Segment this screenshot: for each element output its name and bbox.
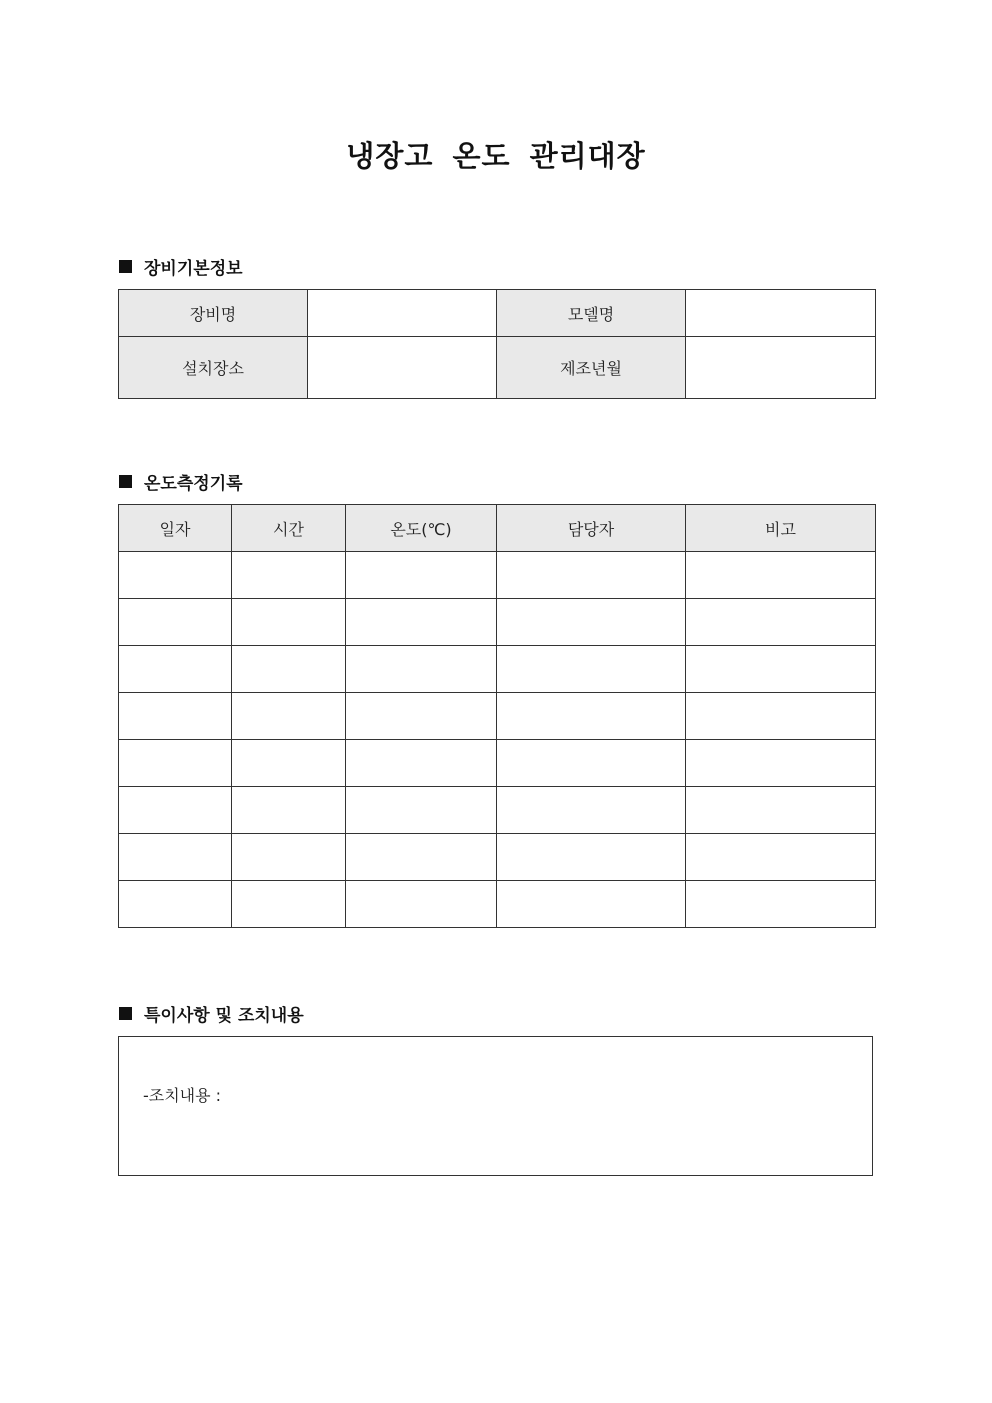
manager-cell[interactable] <box>497 599 686 646</box>
temperature-cell[interactable] <box>346 646 497 693</box>
install-location-label: 설치장소 <box>119 337 308 399</box>
square-bullet-icon <box>119 475 132 488</box>
equipment-info-heading-text: 장비기본정보 <box>144 259 243 279</box>
time-cell[interactable] <box>232 599 346 646</box>
square-bullet-icon <box>119 260 132 273</box>
temperature-record-heading <box>119 469 243 494</box>
date-cell[interactable] <box>119 552 232 599</box>
temperature-cell[interactable] <box>346 881 497 928</box>
equipment-info-heading <box>119 254 243 279</box>
manager-cell[interactable] <box>497 834 686 881</box>
time-cell[interactable] <box>232 646 346 693</box>
temperature-cell[interactable] <box>346 599 497 646</box>
manufacture-date-label: 제조년월 <box>497 337 686 399</box>
manufacture-date-field[interactable] <box>686 337 876 399</box>
column-header-time: 시간 <box>232 505 346 552</box>
date-cell[interactable] <box>119 881 232 928</box>
remarks-cell[interactable] <box>686 740 876 787</box>
column-header-temperature: 온도(℃) <box>346 505 497 552</box>
remarks-cell[interactable] <box>686 552 876 599</box>
column-header-date: 일자 <box>119 505 232 552</box>
model-name-label: 모델명 <box>497 290 686 337</box>
time-cell[interactable] <box>232 693 346 740</box>
temperature-cell[interactable] <box>346 693 497 740</box>
table-row <box>119 552 876 599</box>
temperature-cell[interactable] <box>346 552 497 599</box>
notes-heading-text: 특이사항 및 조치내용 <box>144 1006 304 1026</box>
remarks-cell[interactable] <box>686 646 876 693</box>
square-bullet-icon <box>119 1007 132 1020</box>
date-cell[interactable] <box>119 787 232 834</box>
remarks-cell[interactable] <box>686 834 876 881</box>
table-row <box>119 740 876 787</box>
date-cell[interactable] <box>119 834 232 881</box>
equipment-info-table <box>118 289 876 399</box>
date-cell[interactable] <box>119 740 232 787</box>
notes-heading <box>119 1001 304 1026</box>
temperature-cell[interactable] <box>346 834 497 881</box>
date-cell[interactable] <box>119 646 232 693</box>
remarks-cell[interactable] <box>686 787 876 834</box>
equipment-info-row <box>119 337 876 399</box>
remarks-cell[interactable] <box>686 881 876 928</box>
equipment-info-row <box>119 290 876 337</box>
time-cell[interactable] <box>232 552 346 599</box>
equipment-name-field[interactable] <box>308 290 497 337</box>
equipment-name-label: 장비명 <box>119 290 308 337</box>
manager-cell[interactable] <box>497 693 686 740</box>
page-title: 냉장고 온도 관리대장 <box>346 139 646 173</box>
temperature-record-table <box>118 504 876 928</box>
time-cell[interactable] <box>232 834 346 881</box>
table-row <box>119 881 876 928</box>
date-cell[interactable] <box>119 599 232 646</box>
table-row <box>119 787 876 834</box>
remarks-cell[interactable] <box>686 599 876 646</box>
install-location-field[interactable] <box>308 337 497 399</box>
action-content-label: -조치내용 : <box>143 1086 222 1105</box>
temperature-cell[interactable] <box>346 740 497 787</box>
manager-cell[interactable] <box>497 881 686 928</box>
column-header-manager: 담당자 <box>497 505 686 552</box>
time-cell[interactable] <box>232 787 346 834</box>
time-cell[interactable] <box>232 881 346 928</box>
table-row <box>119 599 876 646</box>
table-header-row <box>119 505 876 552</box>
table-row <box>119 834 876 881</box>
manager-cell[interactable] <box>497 740 686 787</box>
temperature-record-heading-text: 온도측정기록 <box>144 474 243 494</box>
table-row <box>119 646 876 693</box>
temperature-cell[interactable] <box>346 787 497 834</box>
time-cell[interactable] <box>232 740 346 787</box>
manager-cell[interactable] <box>497 787 686 834</box>
manager-cell[interactable] <box>497 552 686 599</box>
table-row <box>119 693 876 740</box>
date-cell[interactable] <box>119 693 232 740</box>
remarks-cell[interactable] <box>686 693 876 740</box>
notes-box[interactable] <box>118 1036 873 1176</box>
manager-cell[interactable] <box>497 646 686 693</box>
column-header-remarks: 비고 <box>686 505 876 552</box>
model-name-field[interactable] <box>686 290 876 337</box>
